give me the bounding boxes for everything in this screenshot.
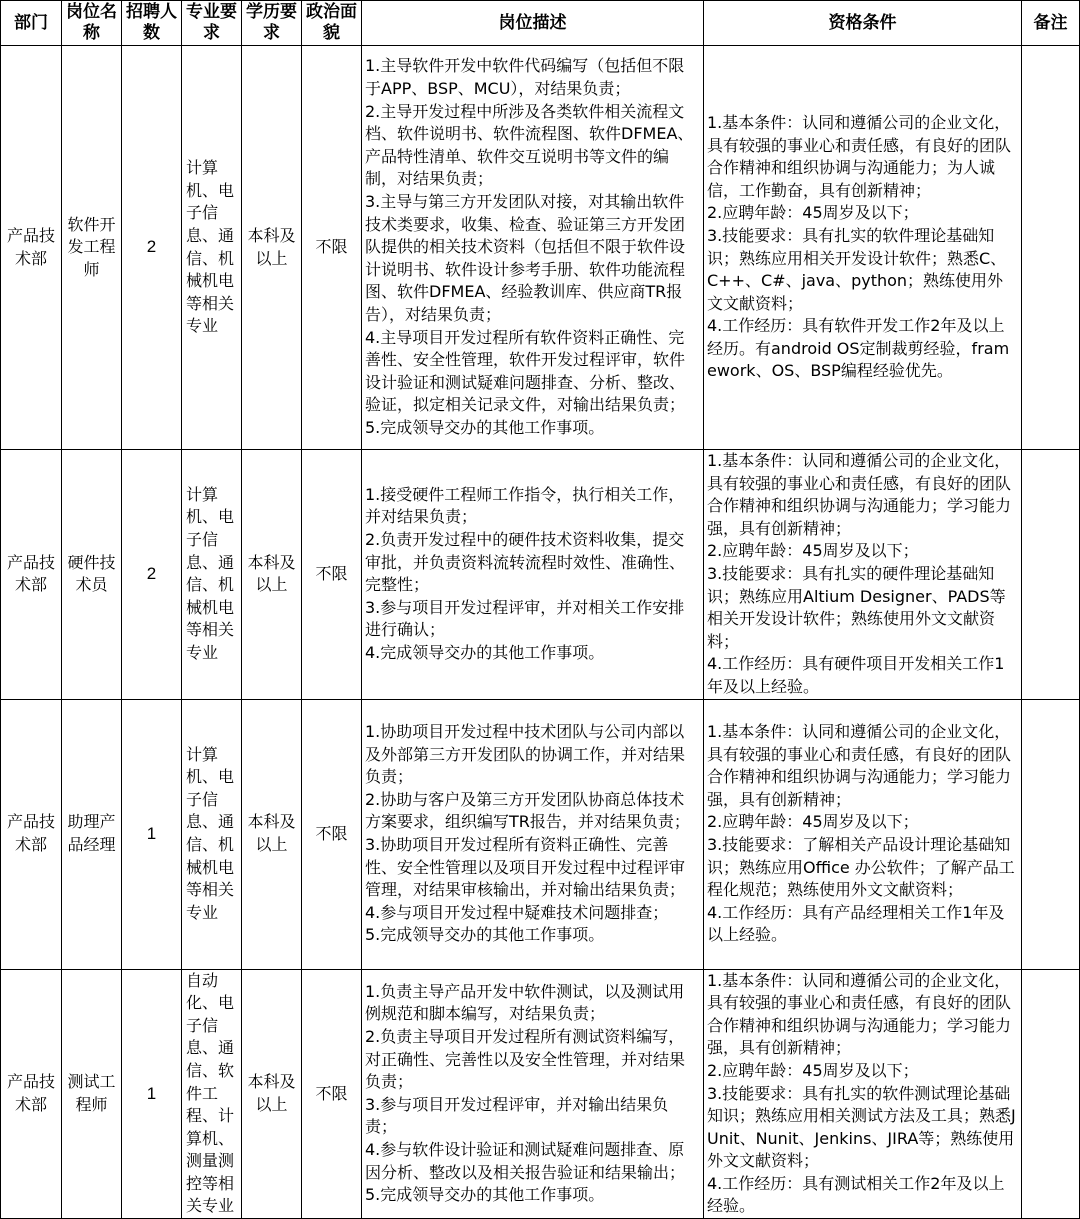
count-cell: 2 [122, 450, 182, 700]
qual-cell [704, 969, 1022, 1219]
desc-cell [362, 450, 704, 700]
qual-cell [704, 699, 1022, 969]
dept-cell: 产品技术部 [1, 450, 62, 700]
desc-line: 5.完成领导交办的其他工作事项。 [365, 1185, 605, 1205]
desc-cell [362, 699, 704, 969]
qual-line: 4.工作经历：具有产品经理相关工作1年及以上经验。 [707, 902, 1005, 945]
header-qual: 资格条件 [704, 1, 1022, 46]
desc-line: 2.主导开发过程中所涉及各类软件相关流程文档、软件说明书、软件流程图、软件DFMEA、产品特性清单、软件交互说明书等文件的编制，对结果负责； [365, 101, 694, 189]
qual-cell [704, 46, 1022, 450]
header-dept: 部门 [1, 1, 62, 46]
politics-cell: 不限 [302, 450, 362, 700]
dept-cell: 产品技术部 [1, 699, 62, 969]
qual-line: 1.基本条件：认同和遵循公司的企业文化，具有较强的事业心和责任感，有良好的团队合作精神和组织协调与沟通能力；为人诚信，工作勤奋，具有创新精神； [707, 112, 1012, 200]
qual-line: 3.技能要求：具有扎实的硬件理论基础知识；熟练应用Altium Designer、PADS等相关开发设计软件；熟练使用外文文献资料； [707, 563, 1006, 651]
header-major: 专业要求 [182, 1, 242, 46]
qual-line: 4.工作经历：具有测试相关工作2年及以上经验。 [707, 1173, 1005, 1216]
desc-line: 1.接受硬件工程师工作指令，执行相关工作，并对结果负责； [365, 484, 685, 527]
desc-line: 4.参与项目开发过程中疑难技术问题排查； [365, 902, 669, 922]
qual-line: 1.基本条件：认同和遵循公司的企业文化，具有较强的事业心和责任感，有良好的团队合作精神和组织协调与沟通能力；学习能力强，具有创新精神； [707, 451, 1012, 538]
qual-line: 1.基本条件：认同和遵循公司的企业文化，具有较强的事业心和责任感，有良好的团队合作精神和组织协调与沟通能力；学习能力强，具有创新精神； [707, 970, 1012, 1058]
header-edu: 学历要求 [242, 1, 302, 46]
title-cell: 助理产品经理 [62, 699, 122, 969]
edu-cell: 本科及以上 [242, 969, 302, 1219]
title-cell: 硬件技术员 [62, 450, 122, 700]
count-cell: 1 [122, 699, 182, 969]
major-cell: 计算机、电子信息、通信、机械机电等相关专业 [182, 46, 242, 450]
table-row [1, 46, 1080, 450]
desc-line: 4.完成领导交办的其他工作事项。 [365, 643, 605, 663]
remark-cell [1022, 699, 1080, 969]
qual-line: 3.技能要求：具有扎实的软件测试理论基础知识；熟练应用相关测试方法及工具；熟悉JUnit、Nunit、Jenkins、JIRA等；熟练使用外文文献资料； [707, 1083, 1016, 1171]
desc-line: 4.主导项目开发过程所有软件资料正确性、完善性、安全性管理，软件开发过程评审，软件设计验证和测试疑难问题排查、分析、整改、验证，拟定相关记录文件，对输出结果负责； [365, 327, 686, 415]
qual-line: 3.技能要求：了解相关产品设计理论基础知识；熟练应用Office 办公软件；了解产品工程化规范；熟练使用外文文献资料； [707, 835, 1015, 900]
qual-line: 4.工作经历：具有软件开发工作2年及以上经历。有android OS定制裁剪经验，framework、OS、BSP编程经验优先。 [707, 316, 1010, 381]
desc-line: 3.主导与第三方开发团队对接，对其输出软件技术类要求，收集、检查、验证第三方开发团队提供的相关技术资料（包括但不限于软件设计说明书、软件设计参考手册、软件功能流程图、软件DFMEA、经验教训库、供应商TR报告），对结果负责； [365, 192, 686, 324]
desc-line: 3.参与项目开发过程评审，并对输出结果负责； [365, 1094, 669, 1137]
desc-line: 1.协助项目开发过程中技术团队与公司内部以及外部第三方开发团队的协调工作，并对结果负责； [365, 722, 686, 787]
qual-line: 1.基本条件：认同和遵循公司的企业文化，具有较强的事业心和责任感，有良好的团队合作精神和组织协调与沟通能力；学习能力强，具有创新精神； [707, 722, 1012, 809]
edu-cell: 本科及以上 [242, 46, 302, 450]
desc-cell [362, 969, 704, 1219]
dept-cell: 产品技术部 [1, 969, 62, 1219]
header-count: 招聘人数 [122, 1, 182, 46]
count-cell: 1 [122, 969, 182, 1219]
desc-cell [362, 46, 704, 450]
qual-cell [704, 450, 1022, 700]
qual-line: 4.工作经历：具有硬件项目开发相关工作1年及以上经验。 [707, 654, 1005, 696]
qual-line: 2.应聘年龄：45周岁及以下； [707, 812, 919, 832]
dept-cell: 产品技术部 [1, 46, 62, 450]
politics-cell: 不限 [302, 46, 362, 450]
qual-line: 2.应聘年龄：45周岁及以下； [707, 203, 919, 223]
header-remark: 备注 [1022, 1, 1080, 46]
desc-line: 1.主导软件开发中软件代码编写（包括但不限于APP、BSP、MCU），对结果负责； [365, 56, 685, 99]
edu-cell: 本科及以上 [242, 450, 302, 700]
header-title: 岗位名称 [62, 1, 122, 46]
edu-cell: 本科及以上 [242, 699, 302, 969]
desc-line: 5.完成领导交办的其他工作事项。 [365, 417, 605, 437]
desc-line: 3.参与项目开发过程评审，并对相关工作安排进行确认； [365, 597, 685, 640]
desc-line: 5.完成领导交办的其他工作事项。 [365, 925, 605, 945]
remark-cell [1022, 450, 1080, 700]
header-politics: 政治面貌 [302, 1, 362, 46]
desc-line: 2.负责开发过程中的硬件技术资料收集，提交审批，并负责资料流转流程时效性、准确性、完整性； [365, 530, 686, 595]
remark-cell [1022, 46, 1080, 450]
qual-line: 3.技能要求：具有扎实的软件理论基础知识；熟练应用相关开发设计软件；熟悉C、C++、C#、java、python；熟练使用外文文献资料； [707, 225, 1007, 313]
desc-line: 1.负责主导产品开发中软件测试，以及测试用例规范和脚本编写，对结果负责； [365, 981, 685, 1024]
header-desc: 岗位描述 [362, 1, 704, 46]
table-row [1, 699, 1080, 969]
qual-line: 2.应聘年龄：45周岁及以下； [707, 1060, 919, 1080]
major-cell: 计算机、电子信息、通信、机械机电等相关专业 [182, 450, 242, 700]
desc-line: 2.负责主导项目开发过程所有测试资料编写，对正确性、完善性以及安全性管理，并对结果负责； [365, 1027, 686, 1092]
politics-cell: 不限 [302, 969, 362, 1219]
title-cell: 测试工程师 [62, 969, 122, 1219]
major-cell: 计算机、电子信息、通信、机械机电等相关专业 [182, 699, 242, 969]
qual-line: 2.应聘年龄：45周岁及以下； [707, 541, 919, 561]
count-cell: 2 [122, 46, 182, 450]
header-row [1, 1, 1080, 46]
politics-cell: 不限 [302, 699, 362, 969]
desc-line: 3.协助项目开发过程所有资料正确性、完善性、安全性管理以及项目开发过程中过程评审管理，对结果审核输出，并对输出结果负责； [365, 835, 686, 900]
major-cell: 自动化、电子信息、通信、软件工程、计算机、测量测控等相关专业 [182, 969, 242, 1219]
table-row [1, 450, 1080, 700]
table-row [1, 969, 1080, 1219]
title-cell: 软件开发工程师 [62, 46, 122, 450]
desc-line: 4.参与软件设计验证和测试疑难问题排查、原因分析、整改以及相关报告验证和结果输出； [365, 1139, 686, 1182]
desc-line: 2.协助与客户及第三方开发团队协商总体技术方案要求，组织编写TR报告，并对结果负责； [365, 789, 690, 832]
remark-cell [1022, 969, 1080, 1219]
